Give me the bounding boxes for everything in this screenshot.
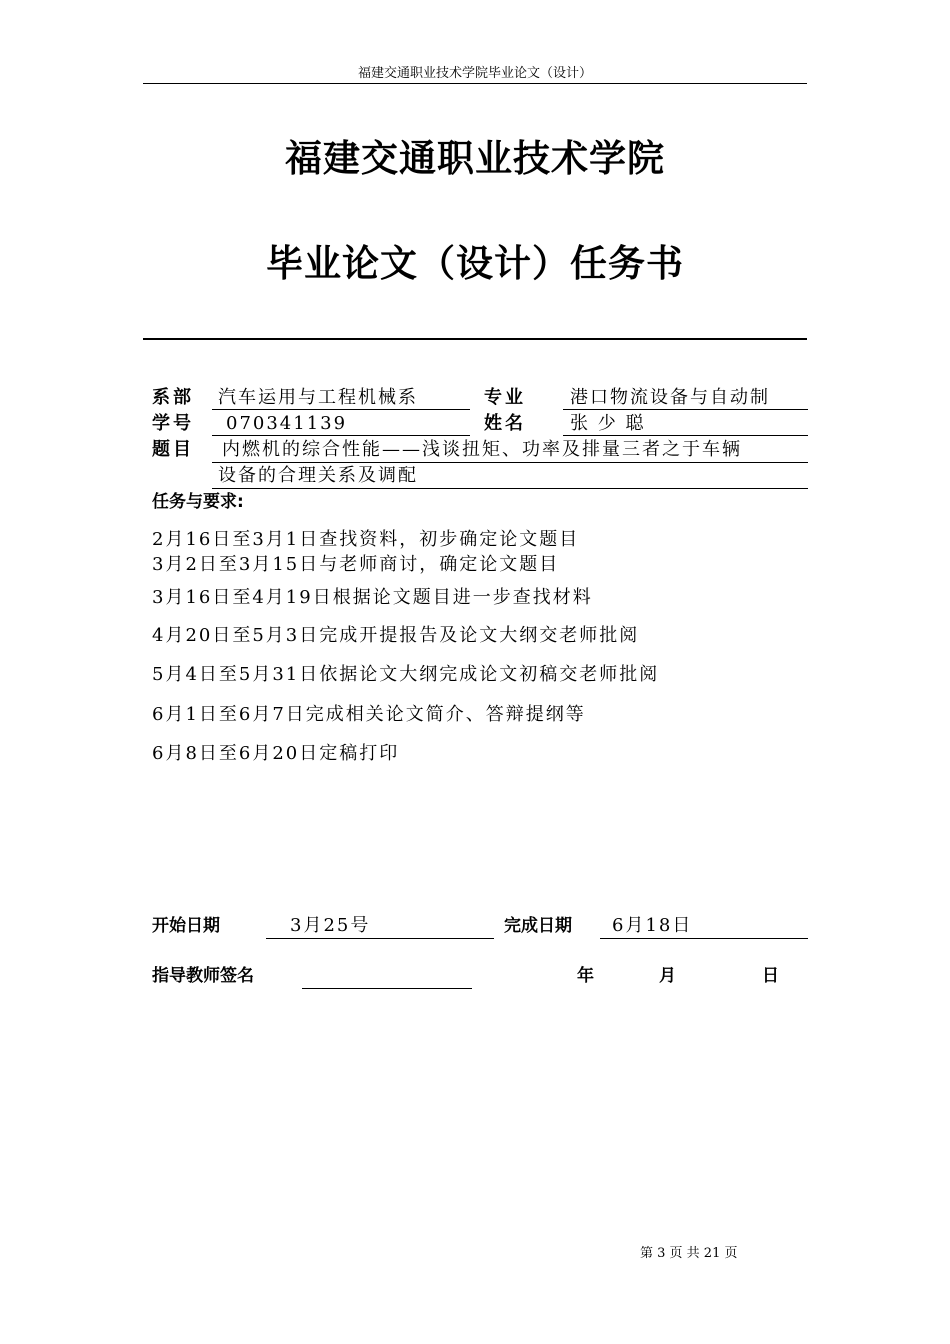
topic-underline-1: [212, 462, 808, 463]
end-date-label: 完成日期: [504, 916, 572, 936]
topic-line-1: 内燃机的综合性能——浅谈扭矩、功率及排量三者之于车辆: [222, 439, 742, 460]
page-number: 第 3 页 共 21 页: [640, 1246, 738, 1261]
start-date-label: 开始日期: [152, 916, 220, 936]
department-value: 汽车运用与工程机械系: [218, 387, 418, 408]
name-underline: [563, 435, 808, 436]
name-value: 张 少 聪: [570, 413, 646, 434]
student-id-value: 070341139: [226, 413, 348, 434]
major-label: 专业: [484, 387, 526, 408]
start-date-underline: [266, 938, 494, 939]
major-underline: [563, 409, 808, 410]
running-header: 福建交通职业技术学院毕业论文（设计）: [357, 66, 592, 81]
task-item: 4月20日至5月3日完成开提报告及论文大纲交老师批阅: [152, 625, 640, 646]
title-rule: [143, 338, 807, 340]
end-date-value: 6月18日: [612, 915, 693, 936]
task-item: 5月4日至5月31日依据论文大纲完成论文初稿交老师批阅: [152, 664, 660, 685]
task-item: 6月1日至6月7日完成相关论文简介、答辩提纲等: [152, 704, 586, 725]
signature-month: 月: [659, 966, 676, 986]
advisor-signature-underline: [302, 988, 472, 989]
start-date-value: 3月25号: [290, 915, 371, 936]
student-id-underline: [212, 435, 470, 436]
document-title: 毕业论文（设计）任务书: [266, 242, 684, 285]
topic-line-2: 设备的合理关系及调配: [218, 465, 418, 486]
end-date-underline: [600, 938, 808, 939]
signature-year: 年: [577, 966, 594, 986]
task-item: 2月16日至3月1日查找资料，初步确定论文题目: [152, 529, 580, 550]
student-id-label: 学号: [152, 413, 194, 434]
department-underline: [212, 409, 470, 410]
advisor-signature-label: 指导教师签名: [152, 966, 254, 986]
topic-underline-2: [212, 488, 808, 489]
major-value: 港口物流设备与自动制: [570, 387, 770, 408]
signature-day: 日: [762, 966, 779, 986]
name-label: 姓名: [484, 413, 526, 434]
department-label: 系部: [152, 387, 194, 408]
topic-label: 题目: [152, 439, 194, 460]
task-item: 6月8日至6月20日定稿打印: [152, 743, 400, 764]
task-item: 3月16日至4月19日根据论文题目进一步查找材料: [152, 587, 593, 608]
school-title: 福建交通职业技术学院: [285, 137, 665, 180]
header-rule: [143, 83, 807, 84]
tasks-heading: 任务与要求:: [152, 492, 244, 512]
task-item: 3月2日至3月15日与老师商讨，确定论文题目: [152, 554, 560, 575]
